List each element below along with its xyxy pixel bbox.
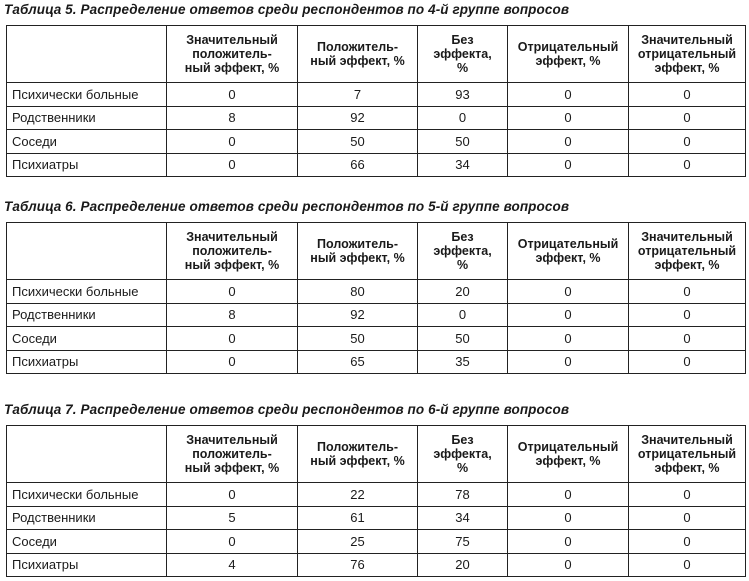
column-header-line: отрицательный bbox=[637, 447, 737, 461]
value-cell: 0 bbox=[629, 106, 746, 130]
value-cell: 76 bbox=[298, 553, 418, 577]
table-row bbox=[7, 280, 746, 304]
value-cell: 0 bbox=[508, 130, 629, 154]
column-header-line: Отрицательный bbox=[517, 440, 619, 454]
value-cell: 0 bbox=[508, 483, 629, 507]
row-label: Соседи bbox=[7, 327, 167, 351]
value-cell: 0 bbox=[508, 83, 629, 107]
value-cell: 0 bbox=[508, 280, 629, 304]
column-header-line: эффект, % bbox=[535, 54, 601, 68]
column-header-line: эффект, % bbox=[535, 454, 601, 468]
header-row bbox=[7, 26, 746, 83]
value-cell: 0 bbox=[629, 303, 746, 327]
table-row bbox=[7, 153, 746, 177]
value-cell: 0 bbox=[167, 280, 298, 304]
column-header-line: Значительный bbox=[186, 230, 278, 244]
value-cell: 0 bbox=[508, 553, 629, 577]
data-table bbox=[6, 425, 746, 577]
value-cell: 0 bbox=[508, 303, 629, 327]
row-label: Психически больные bbox=[7, 280, 167, 304]
value-cell: 66 bbox=[298, 153, 418, 177]
value-cell: 0 bbox=[167, 83, 298, 107]
value-cell: 75 bbox=[418, 530, 508, 554]
value-cell: 0 bbox=[418, 106, 508, 130]
column-header bbox=[298, 223, 418, 280]
column-header bbox=[298, 26, 418, 83]
value-cell: 0 bbox=[508, 350, 629, 374]
table-row bbox=[7, 327, 746, 351]
column-header-line: положитель- bbox=[192, 47, 272, 61]
column-header-line: Значительный bbox=[641, 230, 733, 244]
value-cell: 0 bbox=[167, 130, 298, 154]
value-cell: 0 bbox=[418, 303, 508, 327]
header-row bbox=[7, 426, 746, 483]
row-label: Психиатры bbox=[7, 553, 167, 577]
value-cell: 65 bbox=[298, 350, 418, 374]
column-header-line: эффекта, bbox=[433, 244, 492, 258]
value-cell: 0 bbox=[167, 350, 298, 374]
column-header-line: ный эффект, % bbox=[184, 258, 280, 272]
value-cell: 0 bbox=[508, 506, 629, 530]
value-cell: 80 bbox=[298, 280, 418, 304]
value-cell: 20 bbox=[418, 553, 508, 577]
column-header-line: эффект, % bbox=[654, 461, 720, 475]
table-row bbox=[7, 506, 746, 530]
value-cell: 92 bbox=[298, 303, 418, 327]
value-cell: 8 bbox=[167, 106, 298, 130]
value-cell: 4 bbox=[167, 553, 298, 577]
value-cell: 0 bbox=[167, 327, 298, 351]
column-header-line: Значительный bbox=[186, 433, 278, 447]
column-header-line: Положитель- bbox=[317, 40, 398, 54]
value-cell: 8 bbox=[167, 303, 298, 327]
column-header bbox=[629, 223, 746, 280]
column-header-line: % bbox=[456, 258, 469, 272]
value-cell: 0 bbox=[629, 483, 746, 507]
table-row bbox=[7, 106, 746, 130]
value-cell: 25 bbox=[298, 530, 418, 554]
column-header-line: Без bbox=[451, 433, 474, 447]
column-header-line: Значительный bbox=[186, 33, 278, 47]
value-cell: 5 bbox=[167, 506, 298, 530]
column-header-line: % bbox=[456, 461, 469, 475]
value-cell: 0 bbox=[629, 130, 746, 154]
value-cell: 35 bbox=[418, 350, 508, 374]
table-row bbox=[7, 483, 746, 507]
column-header bbox=[418, 426, 508, 483]
column-header-line: Без bbox=[451, 230, 474, 244]
value-cell: 50 bbox=[418, 327, 508, 351]
row-label: Родственники bbox=[7, 106, 167, 130]
table-caption: Таблица 7. Распределение ответов среди респондентов по 6-й группе вопросов bbox=[4, 402, 570, 417]
value-cell: 34 bbox=[418, 506, 508, 530]
row-label: Соседи bbox=[7, 530, 167, 554]
table-row bbox=[7, 350, 746, 374]
header-empty-cell bbox=[7, 223, 167, 280]
column-header bbox=[167, 223, 298, 280]
column-header-line: эффект, % bbox=[535, 251, 601, 265]
header-empty-cell bbox=[7, 26, 167, 83]
column-header-line: Положитель- bbox=[317, 237, 398, 251]
table-row bbox=[7, 530, 746, 554]
value-cell: 0 bbox=[629, 506, 746, 530]
column-header-line: ный эффект, % bbox=[184, 461, 280, 475]
column-header-line: отрицательный bbox=[637, 244, 737, 258]
column-header-line: ный эффект, % bbox=[310, 251, 405, 265]
value-cell: 22 bbox=[298, 483, 418, 507]
table-caption: Таблица 6. Распределение ответов среди респондентов по 5-й группе вопросов bbox=[4, 199, 570, 214]
column-header bbox=[418, 223, 508, 280]
row-label: Психиатры bbox=[7, 350, 167, 374]
header-row bbox=[7, 223, 746, 280]
value-cell: 50 bbox=[418, 130, 508, 154]
value-cell: 0 bbox=[629, 350, 746, 374]
value-cell: 92 bbox=[298, 106, 418, 130]
column-header-line: ный эффект, % bbox=[310, 54, 405, 68]
column-header bbox=[298, 426, 418, 483]
column-header-line: Отрицательный bbox=[517, 40, 619, 54]
row-label: Соседи bbox=[7, 130, 167, 154]
column-header-line: Без bbox=[451, 33, 474, 47]
column-header-line: Отрицательный bbox=[517, 237, 619, 251]
table-row bbox=[7, 130, 746, 154]
value-cell: 50 bbox=[298, 130, 418, 154]
value-cell: 0 bbox=[629, 83, 746, 107]
column-header-line: Положитель- bbox=[317, 440, 398, 454]
value-cell: 34 bbox=[418, 153, 508, 177]
value-cell: 0 bbox=[508, 153, 629, 177]
column-header bbox=[508, 426, 629, 483]
value-cell: 0 bbox=[508, 106, 629, 130]
data-table bbox=[6, 25, 746, 177]
value-cell: 0 bbox=[508, 327, 629, 351]
column-header-line: ный эффект, % bbox=[310, 454, 405, 468]
value-cell: 61 bbox=[298, 506, 418, 530]
column-header bbox=[508, 223, 629, 280]
column-header-line: эффекта, bbox=[433, 447, 492, 461]
value-cell: 0 bbox=[508, 530, 629, 554]
value-cell: 78 bbox=[418, 483, 508, 507]
row-label: Родственники bbox=[7, 506, 167, 530]
value-cell: 0 bbox=[629, 530, 746, 554]
column-header bbox=[508, 26, 629, 83]
value-cell: 0 bbox=[629, 553, 746, 577]
data-table bbox=[6, 222, 746, 374]
table-row bbox=[7, 303, 746, 327]
row-label: Психически больные bbox=[7, 483, 167, 507]
value-cell: 0 bbox=[629, 280, 746, 304]
header-empty-cell bbox=[7, 426, 167, 483]
value-cell: 0 bbox=[167, 153, 298, 177]
column-header-line: % bbox=[456, 61, 469, 75]
column-header bbox=[629, 426, 746, 483]
table-row bbox=[7, 553, 746, 577]
value-cell: 20 bbox=[418, 280, 508, 304]
column-header-line: положитель- bbox=[192, 244, 272, 258]
column-header bbox=[167, 426, 298, 483]
column-header bbox=[629, 26, 746, 83]
value-cell: 0 bbox=[629, 153, 746, 177]
column-header-line: эффект, % bbox=[654, 61, 720, 75]
column-header-line: эффект, % bbox=[654, 258, 720, 272]
value-cell: 0 bbox=[167, 530, 298, 554]
value-cell: 0 bbox=[629, 327, 746, 351]
value-cell: 0 bbox=[167, 483, 298, 507]
column-header bbox=[418, 26, 508, 83]
row-label: Родственники bbox=[7, 303, 167, 327]
column-header-line: ный эффект, % bbox=[184, 61, 280, 75]
value-cell: 7 bbox=[298, 83, 418, 107]
column-header-line: Значительный bbox=[641, 33, 733, 47]
table-row bbox=[7, 83, 746, 107]
row-label: Психически больные bbox=[7, 83, 167, 107]
column-header-line: положитель- bbox=[192, 447, 272, 461]
row-label: Психиатры bbox=[7, 153, 167, 177]
column-header-line: эффекта, bbox=[433, 47, 492, 61]
column-header-line: отрицательный bbox=[637, 47, 737, 61]
value-cell: 50 bbox=[298, 327, 418, 351]
value-cell: 93 bbox=[418, 83, 508, 107]
column-header bbox=[167, 26, 298, 83]
table-caption: Таблица 5. Распределение ответов среди респондентов по 4-й группе вопросов bbox=[4, 2, 570, 17]
column-header-line: Значительный bbox=[641, 433, 733, 447]
